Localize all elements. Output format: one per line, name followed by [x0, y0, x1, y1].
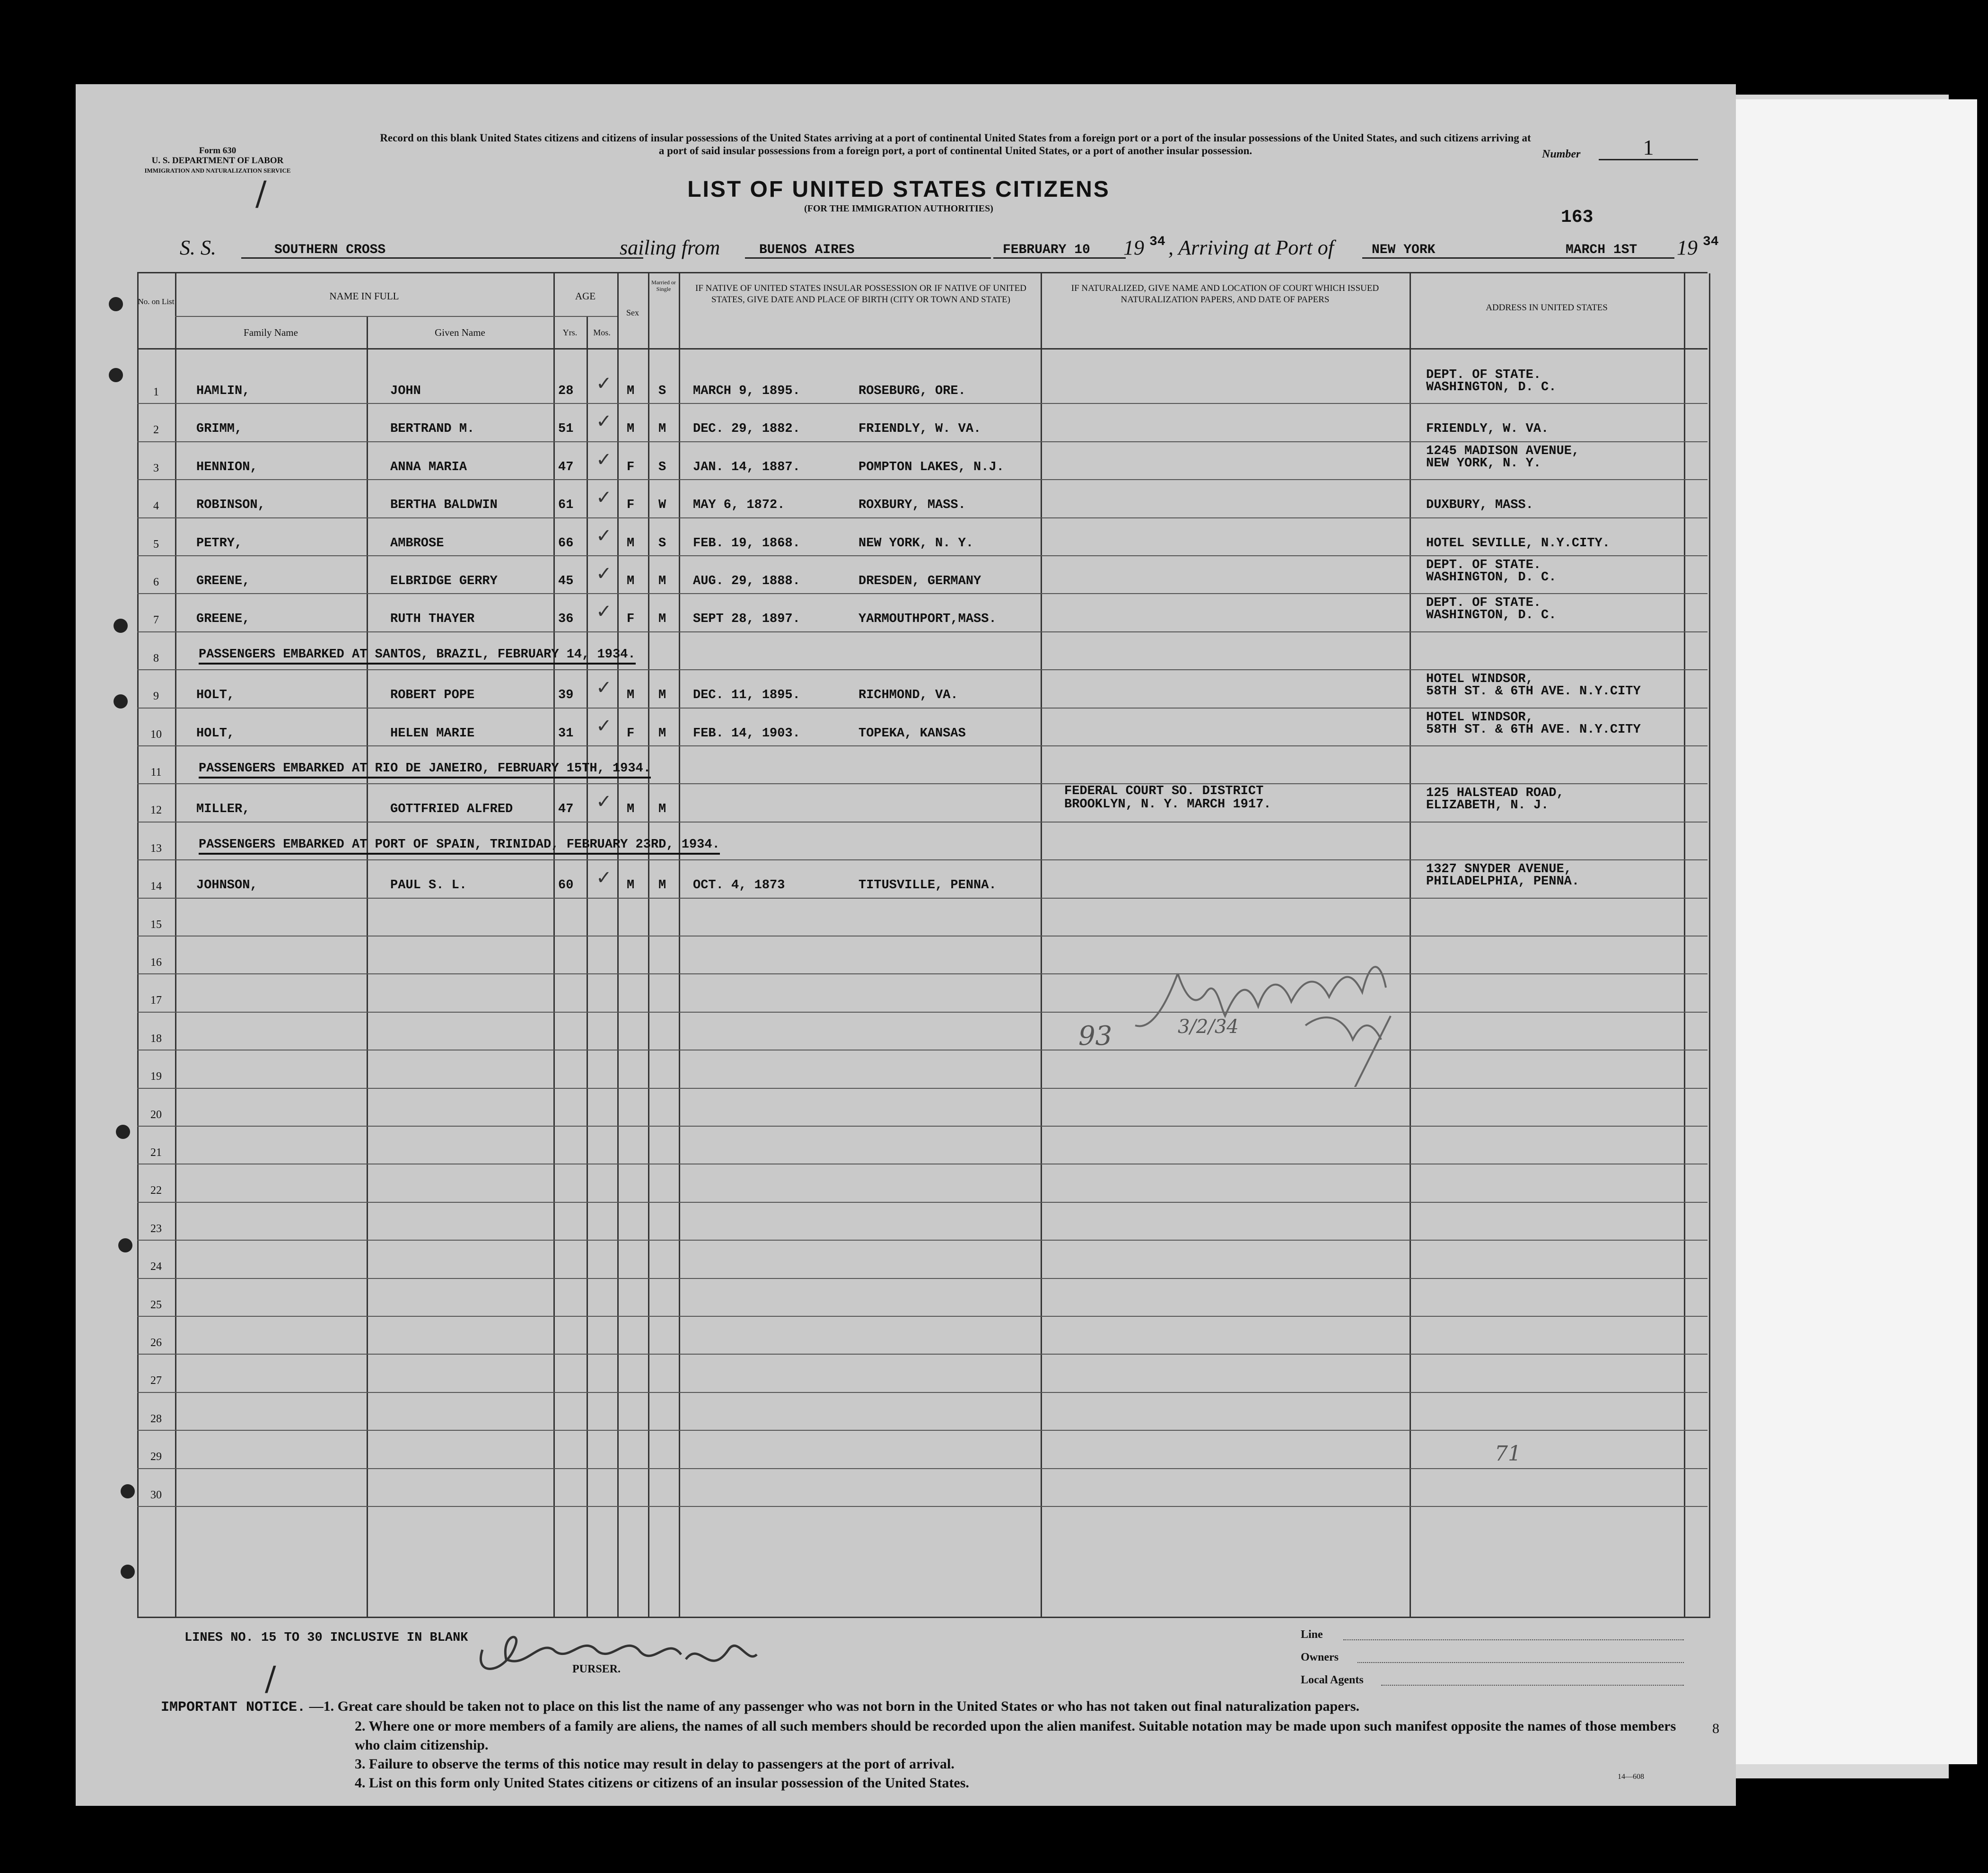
age-years: 31 — [558, 726, 574, 741]
row-rule — [137, 1088, 1708, 1089]
row-number: 8 — [153, 652, 159, 665]
row-rule — [137, 441, 1708, 442]
row-rule — [137, 593, 1708, 594]
address-line-1: FRIENDLY, W. VA. — [1426, 422, 1549, 437]
embarkation-note: PASSENGERS EMBARKED AT SANTOS, BRAZIL, FEBRUARY 14, 1934. — [199, 648, 636, 665]
checkmark: ✓ — [596, 563, 612, 585]
given-name: ELBRIDGE GERRY — [390, 574, 498, 588]
tally-mark-bottom: / — [265, 1659, 276, 1698]
address-line-1: 1245 MADISON AVENUE, — [1426, 444, 1580, 458]
checkmark: ✓ — [596, 373, 612, 394]
family-name: JOHNSON, — [196, 878, 258, 893]
marital-status: S — [658, 536, 666, 551]
age-years: 51 — [558, 422, 574, 437]
service-name: IMMIGRATION AND NATURALIZATION SERVICE — [144, 167, 291, 174]
number-value: 1 — [1599, 136, 1698, 160]
birth-place: TOPEKA, KANSAS — [858, 726, 966, 741]
age-years: 45 — [558, 574, 574, 588]
given-name: PAUL S. L. — [390, 878, 467, 893]
col-header-marital: Married or Single — [651, 279, 676, 292]
sex: M — [627, 688, 635, 703]
row-rule — [137, 708, 1708, 709]
handwritten-page-note: 71 — [1495, 1442, 1521, 1466]
marital-status: M — [658, 688, 666, 703]
given-name: HELEN MARIE — [390, 726, 475, 741]
manifest-page — [76, 84, 1736, 1806]
row-number: 22 — [150, 1184, 162, 1197]
naturalization-details: BROOKLYN, N. Y. MARCH 1917. — [1064, 797, 1271, 812]
col-header-yrs: Yrs. — [562, 328, 578, 337]
department-name: U. S. DEPARTMENT OF LABOR — [151, 156, 284, 166]
row-number: 26 — [150, 1337, 162, 1349]
row-rule — [137, 1012, 1708, 1013]
form-id-block — [128, 146, 307, 175]
age-years: 66 — [558, 536, 574, 551]
row-rule — [137, 745, 1708, 746]
birth-place: FRIENDLY, W. VA. — [858, 422, 981, 437]
address-line-2: WASHINGTON, D. C. — [1426, 380, 1557, 394]
col-header-mos: Mos. — [593, 328, 611, 337]
birth-place: TITUSVILLE, PENNA. — [858, 878, 997, 893]
address-line-1: DEPT. OF STATE. — [1426, 558, 1541, 572]
header-bottom-rule — [137, 348, 1708, 350]
sex: M — [627, 422, 635, 437]
departure-year: 34 — [1149, 235, 1165, 249]
row-number: 6 — [153, 576, 159, 588]
birth-place: RICHMOND, VA. — [858, 688, 958, 703]
birth-date: SEPT 28, 1897. — [693, 612, 800, 627]
row-number: 15 — [150, 918, 162, 931]
birth-date: FEB. 19, 1868. — [693, 536, 800, 551]
row-rule — [137, 1202, 1708, 1203]
embarkation-note: PASSENGERS EMBARKED AT PORT OF SPAIN, TRINIDAD, FEBRUARY 23RD, 1934. — [199, 838, 720, 855]
age-years: 60 — [558, 878, 574, 893]
ship-name: SOUTHERN CROSS — [241, 243, 643, 259]
checkmark: ✓ — [596, 525, 612, 547]
sex: F — [627, 498, 635, 513]
row-number: 30 — [150, 1488, 162, 1501]
age-years: 61 — [558, 498, 574, 513]
lines-blank-note: LINES NO. 15 TO 30 INCLUSIVE IN BLANK — [184, 1631, 468, 1645]
sex: F — [627, 460, 635, 474]
family-name: GREENE, — [196, 574, 250, 588]
address-line-1: HOTEL WINDSOR, — [1426, 672, 1533, 687]
address-line-1: DEPT. OF STATE. — [1426, 368, 1541, 382]
local-agents-label: Local Agents — [1301, 1674, 1364, 1686]
binder-hole — [109, 368, 123, 382]
age-years: 39 — [558, 688, 574, 703]
manifest-table — [137, 273, 1710, 1618]
embarkation-note: PASSENGERS EMBARKED AT RIO DE JANEIRO, FEBRUARY 15TH, 1934. — [199, 761, 651, 779]
family-name: HAMLIN, — [196, 384, 250, 398]
col-divider — [1041, 273, 1042, 1617]
tally-mark: / — [255, 174, 267, 213]
row-number: 29 — [150, 1451, 162, 1463]
purser-signature — [464, 1621, 766, 1683]
given-name: BERTRAND M. — [390, 422, 475, 437]
row-number: 20 — [150, 1108, 162, 1121]
checkmark: ✓ — [596, 715, 612, 737]
checkmark: ✓ — [596, 601, 612, 623]
arrival-port: NEW YORK — [1362, 243, 1674, 259]
form-number: Form 630 — [199, 146, 236, 156]
departure-date: FEBRUARY 10 — [993, 243, 1126, 259]
family-name: ROBINSON, — [196, 498, 265, 513]
row-rule — [137, 1430, 1708, 1431]
given-name: GOTTFRIED ALFRED — [390, 802, 513, 817]
sex: M — [627, 878, 635, 893]
birth-date: FEB. 14, 1903. — [693, 726, 800, 741]
row-number: 9 — [153, 690, 159, 703]
given-name: ANNA MARIA — [390, 460, 467, 474]
address-line-1: DUXBURY, MASS. — [1426, 498, 1533, 513]
row-rule — [137, 1506, 1708, 1507]
row-number: 19 — [150, 1070, 162, 1083]
handwritten-date: 3/2/34 — [1178, 1016, 1239, 1038]
handwritten-annotation: 93 — [1078, 1021, 1112, 1051]
row-number: 5 — [153, 538, 159, 551]
sailing-from-label: sailing from — [620, 236, 720, 259]
notice-title: IMPORTANT NOTICE. — [161, 1699, 306, 1715]
address-line-2: WASHINGTON, D. C. — [1426, 570, 1557, 585]
handwritten-signature — [1107, 936, 1438, 1087]
binder-hole — [121, 1565, 135, 1579]
row-number: 14 — [150, 880, 162, 893]
birth-place: ROXBURY, MASS. — [858, 498, 966, 513]
row-number: 27 — [150, 1374, 162, 1387]
col-divider — [679, 273, 680, 1617]
age-years: 47 — [558, 802, 574, 817]
birth-place: POMPTON LAKES, N.J. — [858, 460, 1004, 474]
address-line-1: 1327 SNYDER AVENUE, — [1426, 862, 1572, 877]
row-number: 10 — [150, 728, 162, 741]
row-rule — [137, 859, 1708, 860]
marital-status: S — [658, 460, 666, 474]
family-name: HOLT, — [196, 688, 235, 703]
marital-status: S — [658, 384, 666, 398]
owners-field — [1357, 1662, 1684, 1663]
col-divider — [587, 316, 588, 1617]
row-rule — [137, 973, 1708, 974]
address-line-1: HOTEL WINDSOR, — [1426, 710, 1533, 725]
birth-date: AUG. 29, 1888. — [693, 574, 800, 588]
marital-status: M — [658, 878, 666, 893]
row-rule — [137, 1316, 1708, 1317]
owners-label: Owners — [1301, 1651, 1339, 1663]
row-number: 17 — [150, 994, 162, 1007]
arrival-date: MARCH 1ST — [1566, 243, 1638, 257]
line-field — [1343, 1639, 1684, 1640]
binder-hole — [116, 1125, 130, 1139]
birth-place: NEW YORK, N. Y. — [858, 536, 974, 551]
stamp-number: 163 — [1561, 207, 1594, 228]
notice-3: 3. Failure to observe the terms of this notice may result in delay to passengers at the port of arrival. — [355, 1756, 955, 1772]
address-line-2: PHILADELPHIA, PENNA. — [1426, 875, 1580, 889]
col-divider — [175, 273, 176, 1617]
family-name: HENNION, — [196, 460, 258, 474]
birth-place: DRESDEN, GERMANY — [858, 574, 981, 588]
row-number: 23 — [150, 1222, 162, 1235]
row-rule — [137, 1392, 1708, 1393]
given-name: AMBROSE — [390, 536, 444, 551]
row-number: 16 — [150, 956, 162, 969]
birth-date: MARCH 9, 1895. — [693, 384, 800, 398]
birth-date: DEC. 29, 1882. — [693, 422, 800, 437]
col-divider — [553, 273, 555, 1617]
row-rule — [137, 1278, 1708, 1279]
row-number: 25 — [150, 1298, 162, 1311]
binder-hole — [114, 619, 128, 633]
corner-mark: 8 — [1712, 1721, 1719, 1736]
checkmark: ✓ — [596, 867, 612, 889]
birth-date: OCT. 4, 1873 — [693, 878, 785, 893]
address-line-2: ELIZABETH, N. J. — [1426, 798, 1549, 813]
address-line-2: WASHINGTON, D. C. — [1426, 608, 1557, 623]
sex: M — [627, 802, 635, 817]
given-name: JOHN — [390, 384, 421, 398]
address-line-2: 58TH ST. & 6TH AVE. N.Y.CITY — [1426, 722, 1641, 737]
number-label: Number — [1542, 148, 1581, 160]
arriving-label: , Arriving at Port of — [1168, 236, 1334, 259]
notice-2: 2. Where one or more members of a family are aliens, the names of all such members should be recorded upon the alien manifest. Suitable notation may be made upon such manifest opposite the names of those members who claim citizenship. — [355, 1718, 1676, 1753]
row-number: 2 — [153, 424, 159, 437]
row-number: 4 — [153, 500, 159, 513]
row-number: 13 — [150, 842, 162, 855]
binder-hole — [109, 297, 123, 311]
checkmark: ✓ — [596, 448, 612, 471]
age-years: 47 — [558, 460, 574, 474]
row-rule — [137, 783, 1708, 784]
departure-port: BUENOS AIRES — [745, 243, 991, 259]
address-line-1: 125 HALSTEAD ROAD, — [1426, 786, 1564, 801]
col-header-given: Given Name — [435, 327, 485, 338]
family-name: HOLT, — [196, 726, 235, 741]
row-rule — [137, 822, 1708, 823]
sex: F — [627, 726, 635, 741]
age-years: 36 — [558, 612, 574, 627]
row-rule — [137, 403, 1708, 404]
marital-status: W — [658, 498, 666, 513]
row-rule — [137, 479, 1708, 480]
line-label: Line — [1301, 1628, 1323, 1641]
sex: M — [627, 384, 635, 398]
col-divider — [1684, 273, 1685, 1617]
birth-place: ROSEBURG, ORE. — [858, 384, 966, 398]
purser-label: PURSER. — [572, 1663, 621, 1675]
arrival-year-prefix: 19 — [1677, 236, 1698, 259]
important-notice — [161, 1697, 1689, 1793]
checkmark: ✓ — [596, 411, 612, 433]
row-rule — [137, 517, 1708, 518]
binder-hole — [114, 694, 128, 709]
binder-hole — [121, 1484, 135, 1498]
marital-status: M — [658, 574, 666, 588]
marital-status: M — [658, 802, 666, 817]
col-divider — [617, 273, 619, 1617]
notice-4: 4. List on this form only United States citizens or citizens of an insular possession of the United States. — [355, 1775, 969, 1791]
checkmark: ✓ — [596, 677, 612, 699]
sex: F — [627, 612, 635, 627]
notice-line-1 — [161, 1697, 1689, 1717]
row-number: 24 — [150, 1260, 162, 1273]
row-rule — [137, 1126, 1708, 1127]
col-header-age: AGE — [575, 290, 596, 302]
instructions-text: Record on this blank United States citizens and citizens of insular possessions of the United States arriving at a port of continental United States from a foreign port or a port of the insular possessions of the United States, and such citizens arriving at a port of said insular possessions from a foreign port, a port of continental United States, or a port of another insular possession. — [380, 132, 1531, 157]
col-header-family: Family Name — [244, 327, 298, 338]
underlying-sheet-edge — [1731, 99, 1977, 1764]
row-rule — [137, 1354, 1708, 1355]
given-name: ROBERT POPE — [390, 688, 475, 703]
row-number: 7 — [153, 614, 159, 627]
row-rule — [137, 555, 1708, 556]
row-number: 3 — [153, 462, 159, 474]
birth-place: YARMOUTHPORT,MASS. — [858, 612, 997, 627]
col-header-address: ADDRESS IN UNITED STATES — [1486, 303, 1608, 313]
row-rule — [137, 631, 1708, 632]
row-rule — [137, 1240, 1708, 1241]
notice-1: —1. Great care should be taken not to place on this list the name of any passenger who was not born in the United States or who has not taken out final naturalization papers. — [309, 1698, 1360, 1714]
arrival-year: 34 — [1703, 235, 1719, 249]
col-header-no: No. on List — [138, 297, 175, 306]
row-rule — [137, 1468, 1708, 1469]
header-sub-rule — [175, 316, 617, 317]
row-number: 21 — [150, 1147, 162, 1159]
sex: M — [627, 536, 635, 551]
address-line-2: NEW YORK, N. Y. — [1426, 456, 1541, 471]
col-header-name: NAME IN FULL — [329, 290, 399, 302]
marital-status: M — [658, 612, 666, 627]
col-divider — [648, 273, 649, 1617]
marital-status: M — [658, 422, 666, 437]
print-code: 14—608 — [1618, 1773, 1644, 1781]
family-name: MILLER, — [196, 802, 250, 817]
row-number: 12 — [150, 804, 162, 817]
row-number: 1 — [153, 386, 159, 398]
checkmark: ✓ — [596, 791, 612, 813]
local-agents-field — [1381, 1685, 1684, 1686]
row-number: 18 — [150, 1032, 162, 1045]
col-divider — [367, 316, 368, 1617]
departure-year-prefix: 19 — [1123, 236, 1144, 259]
col-header-naturalized: IF NATURALIZED, GIVE NAME AND LOCATION OF COURT WHICH ISSUED NATURALIZATION PAPERS, AND DATE OF PAPERS — [1071, 283, 1379, 305]
family-name: PETRY, — [196, 536, 243, 551]
age-years: 28 — [558, 384, 574, 398]
given-name: RUTH THAYER — [390, 612, 475, 627]
sex: M — [627, 574, 635, 588]
row-rule — [137, 898, 1708, 899]
col-header-sex: Sex — [626, 308, 639, 317]
address-line-1: DEPT. OF STATE. — [1426, 596, 1541, 611]
birth-date: JAN. 14, 1887. — [693, 460, 800, 474]
naturalization-court: FEDERAL COURT SO. DISTRICT — [1064, 784, 1264, 799]
birth-date: MAY 6, 1872. — [693, 498, 785, 513]
row-number: 11 — [150, 766, 162, 779]
row-number: 28 — [150, 1412, 162, 1425]
page-title: LIST OF UNITED STATES CITIZENS — [687, 177, 1110, 202]
page-subtitle: (FOR THE IMMIGRATION AUTHORITIES) — [804, 203, 993, 214]
checkmark: ✓ — [596, 487, 612, 509]
ss-label: S. S. — [180, 236, 216, 259]
birth-date: DEC. 11, 1895. — [693, 688, 800, 703]
marital-status: M — [658, 726, 666, 741]
given-name: BERTHA BALDWIN — [390, 498, 498, 513]
family-name: GREENE, — [196, 612, 250, 627]
address-line-2: 58TH ST. & 6TH AVE. N.Y.CITY — [1426, 684, 1641, 699]
family-name: GRIMM, — [196, 422, 243, 437]
binder-hole — [118, 1238, 132, 1252]
row-rule — [137, 669, 1708, 670]
address-line-1: HOTEL SEVILLE, N.Y.CITY. — [1426, 536, 1610, 551]
col-header-birth: IF NATIVE OF UNITED STATES INSULAR POSSESSION OR IF NATIVE OF UNITED STATES, GIVE DATE AND PLACE OF BIRTH (CITY OR TOWN AND STATE) — [695, 283, 1026, 305]
